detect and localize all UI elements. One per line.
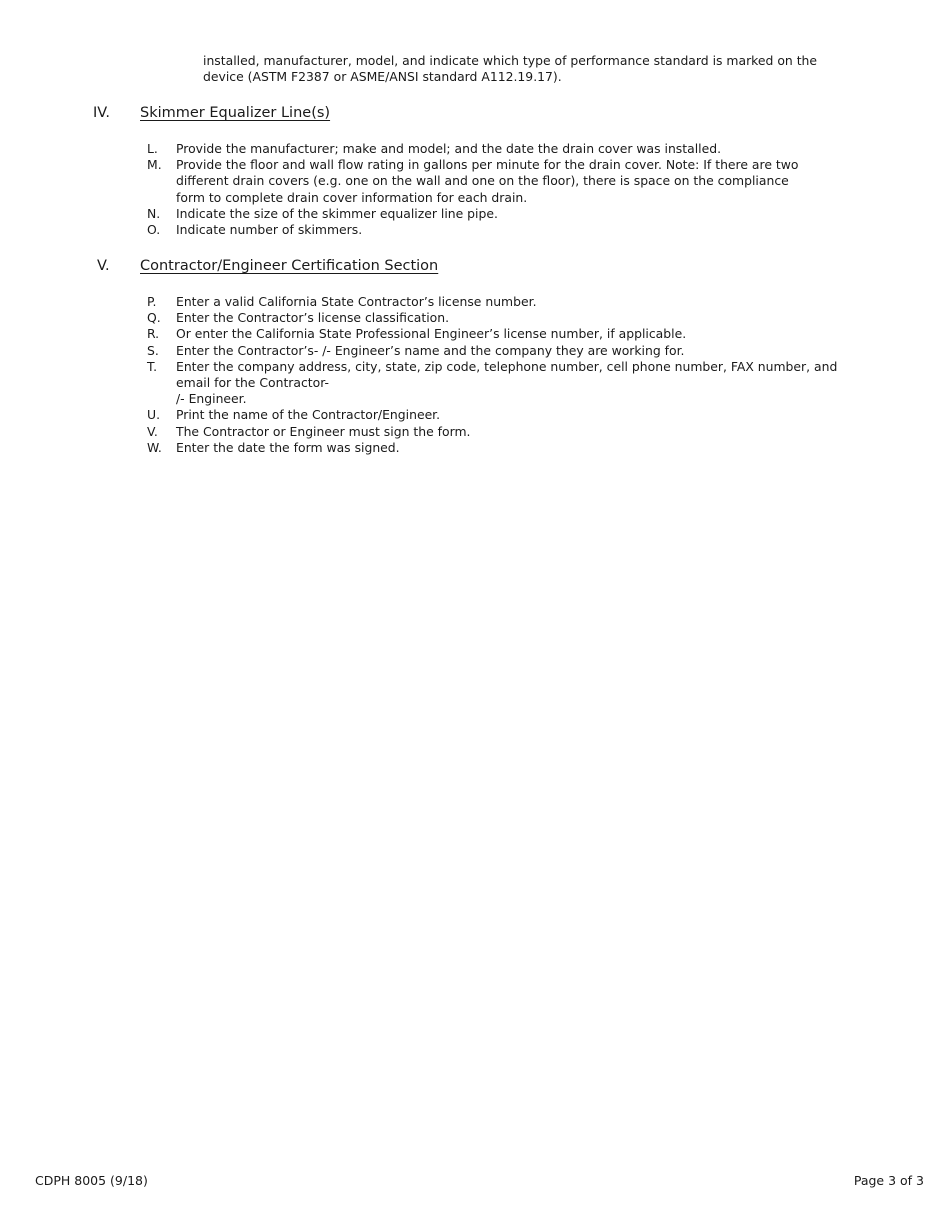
list-item bbox=[147, 294, 847, 310]
list-item bbox=[147, 424, 847, 440]
item-letter: R. bbox=[147, 326, 160, 342]
list-item bbox=[147, 157, 847, 206]
item-list-certification bbox=[147, 294, 847, 456]
list-item bbox=[147, 440, 847, 456]
item-letter: T. bbox=[147, 358, 158, 374]
continuation-paragraph: installed, manufacturer, model, and indicate which type of performance standard is marked on the device (ASTM F2387 or ASME/ANSI standard A112.19.17). bbox=[203, 53, 818, 84]
item-text: Provide the floor and wall flow rating in gallons per minute for the drain cover. Note: If there are two different drain covers (e.g. one on the wall and one on the floor), there is space on the compliance form to complete drain cover information for each drain. bbox=[176, 157, 799, 205]
list-item bbox=[147, 359, 847, 408]
item-text: Indicate the size of the skimmer equalizer line pipe. bbox=[176, 205, 498, 221]
item-letter: V. bbox=[147, 423, 158, 439]
item-text: The Contractor or Engineer must sign the form. bbox=[176, 423, 471, 439]
list-item bbox=[147, 343, 847, 359]
list-item bbox=[147, 206, 847, 222]
item-text: Provide the manufacturer; make and model; and the date the drain cover was installed. bbox=[176, 141, 722, 156]
section-heading-iv bbox=[0, 103, 950, 123]
item-letter: U. bbox=[147, 407, 161, 423]
item-letter: S. bbox=[147, 342, 159, 358]
item-text: Enter the date the form was signed. bbox=[176, 439, 400, 455]
item-text: Or enter the California State Professional Engineer’s license number, if applicable. bbox=[176, 326, 687, 342]
item-text: Enter the Contractor’s- /- Engineer’s name and the company they are working for. bbox=[176, 342, 685, 358]
item-letter: L. bbox=[147, 141, 158, 156]
list-item bbox=[147, 141, 847, 157]
item-text: Indicate number of skimmers. bbox=[176, 222, 363, 238]
footer-page-number: Page 3 of 3 bbox=[853, 1173, 924, 1188]
footer-form-id: CDPH 8005 (9/18) bbox=[35, 1173, 148, 1188]
section-title: Skimmer Equalizer Line(s) bbox=[140, 105, 331, 121]
list-item bbox=[147, 310, 847, 326]
item-letter: N. bbox=[147, 205, 161, 221]
item-text: Print the name of the Contractor/Engineer. bbox=[176, 407, 441, 423]
item-text: Enter the Contractor’s license classification. bbox=[176, 310, 450, 326]
item-letter: M. bbox=[147, 157, 162, 173]
item-letter: Q. bbox=[147, 310, 161, 326]
list-item bbox=[147, 407, 847, 423]
section-heading-v bbox=[0, 256, 950, 276]
item-letter: O. bbox=[147, 222, 161, 238]
item-text: Enter a valid California State Contractor’s license number. bbox=[176, 294, 537, 309]
item-list-skimmer-equalizer bbox=[147, 141, 847, 238]
item-text: Enter the company address, city, state, zip code, telephone number, cell phone number, FAX number, and email for the Contractor- /- Engineer. bbox=[176, 358, 838, 407]
section-title: Contractor/Engineer Certification Section bbox=[140, 258, 439, 274]
item-letter: W. bbox=[147, 439, 162, 455]
item-letter: P. bbox=[147, 294, 157, 309]
section-numeral: V. bbox=[97, 258, 110, 274]
list-item bbox=[147, 326, 847, 342]
list-item bbox=[147, 222, 847, 238]
section-numeral: IV. bbox=[93, 105, 110, 121]
